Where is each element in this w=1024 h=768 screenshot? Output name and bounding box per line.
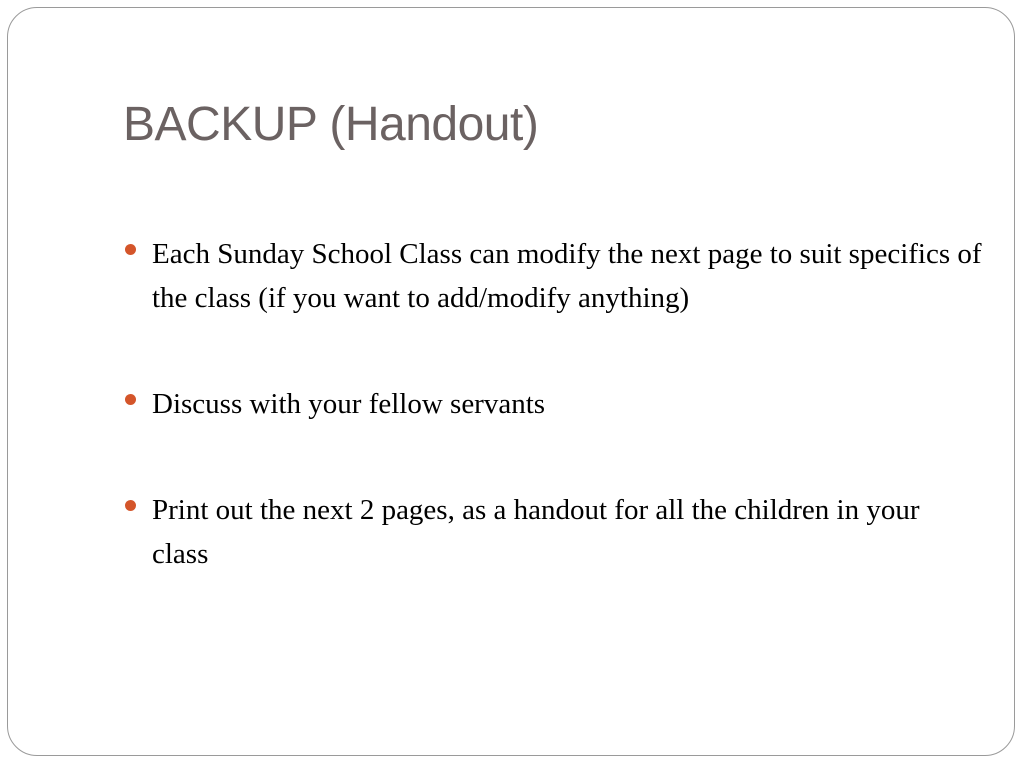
bullet-item-3 xyxy=(123,488,983,576)
bullet-text: Print out the next 2 pages, as a handout for all the children in your class xyxy=(152,494,920,570)
bullet-dot-icon xyxy=(125,394,136,405)
bullet-item-1 xyxy=(123,232,983,320)
bullet-text: Discuss with your fellow servants xyxy=(152,388,546,420)
bullet-list xyxy=(123,232,983,576)
bullet-dot-icon xyxy=(125,244,136,255)
slide-frame xyxy=(7,7,1015,756)
bullet-item-2 xyxy=(123,382,983,426)
bullet-text: Each Sunday School Class can modify the next page to suit specifics of the class (if you want to add/modify anything) xyxy=(152,238,982,314)
bullet-dot-icon xyxy=(125,500,136,511)
slide-title: BACKUP (Handout) xyxy=(123,98,539,151)
